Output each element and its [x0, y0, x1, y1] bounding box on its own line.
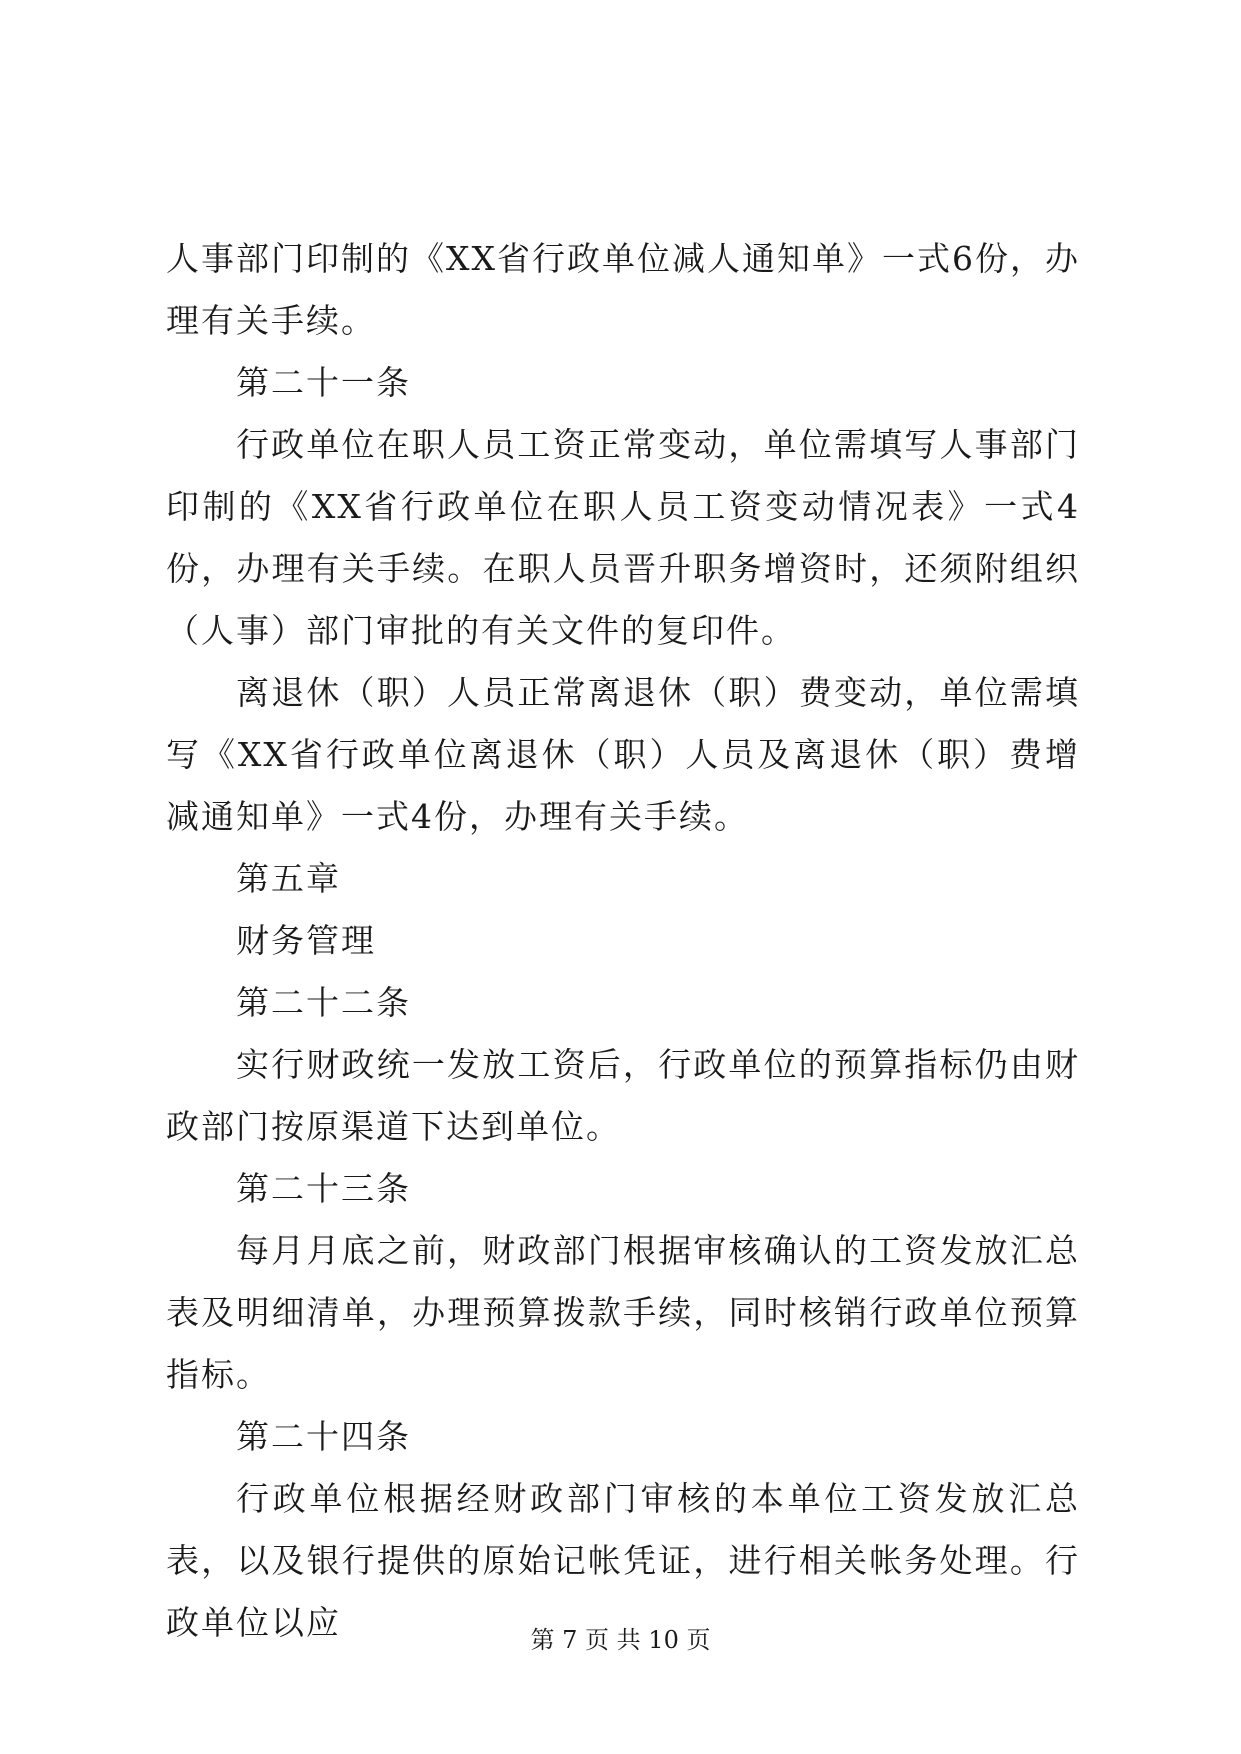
- chapter-title: 财务管理: [236, 921, 376, 960]
- paragraph-salary-change: 行政单位在职人员工资正常变动，单位需填写人事部门印制的《XX省行政单位在职人员工资变动情况表》一式4份，办理有关手续。在职人员晋升职务增资时，还须附组织（人事）部门审批的有关文件的复印件。: [166, 425, 1080, 650]
- paragraph-budget-indicator: 实行财政统一发放工资后，行政单位的预算指标仍由财政部门按原渠道下达到单位。: [166, 1045, 1080, 1146]
- document-body: [166, 228, 1080, 1654]
- paragraph-monthly-allocation: 每月月底之前，财政部门根据审核确认的工资发放汇总表及明细清单，办理预算拨款手续，同时核销行政单位预算指标。: [166, 1231, 1080, 1394]
- paragraph-retirement-change: 离退休（职）人员正常离退休（职）费变动，单位需填写《XX省行政单位离退休（职）人员及离退休（职）费增减通知单》一式4份，办理有关手续。: [166, 673, 1080, 836]
- chapter-heading: 第五章: [236, 859, 341, 898]
- paragraph-continuation: 人事部门印制的《XX省行政单位减人通知单》一式6份，办理有关手续。: [166, 239, 1080, 340]
- paragraph-accounting: 行政单位根据经财政部门审核的本单位工资发放汇总表，以及银行提供的原始记帐凭证，进行相关帐务处理。行政单位以应: [166, 1479, 1080, 1642]
- page-footer: 第 7 页 共 10 页: [530, 1626, 711, 1654]
- article-heading-21: 第二十一条: [236, 363, 411, 402]
- article-heading-24: 第二十四条: [236, 1417, 411, 1456]
- article-heading-22: 第二十二条: [236, 983, 411, 1022]
- article-heading-23: 第二十三条: [236, 1169, 411, 1208]
